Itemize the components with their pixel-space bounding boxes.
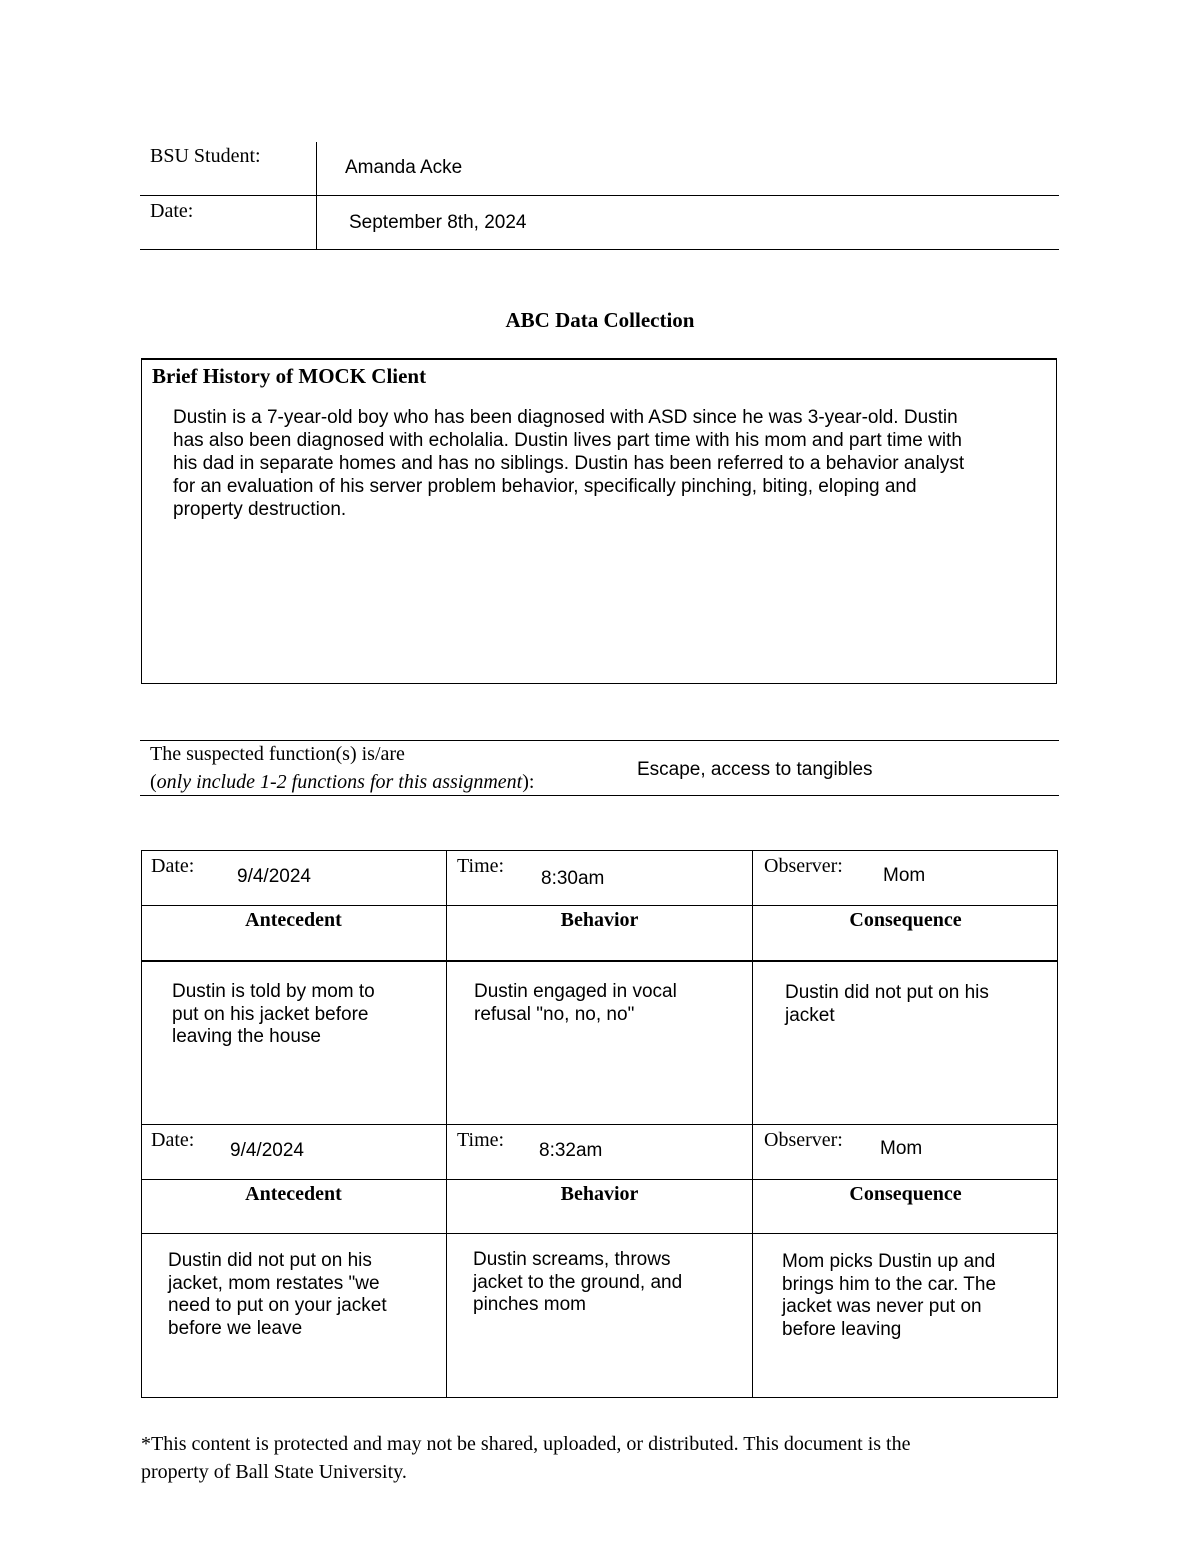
header-bottom-border bbox=[140, 249, 1059, 250]
cell-line: jacket bbox=[785, 1004, 835, 1026]
history-text-field[interactable] bbox=[173, 406, 1043, 521]
col-head-antecedent: Antecedent bbox=[245, 1183, 342, 1205]
cell-line: jacket was never put on bbox=[782, 1296, 982, 1317]
behavior-field[interactable] bbox=[474, 981, 677, 1026]
entry-date-label: Date: bbox=[151, 1129, 195, 1151]
student-name-field[interactable]: Amanda Acke bbox=[345, 157, 463, 178]
page-title: ABC Data Collection bbox=[505, 308, 695, 332]
history-box bbox=[141, 358, 1057, 684]
abc-row-divider bbox=[141, 1179, 1058, 1180]
entry-date-field[interactable]: 9/4/2024 bbox=[230, 1140, 304, 1161]
cell-line: put on his jacket before bbox=[172, 1003, 369, 1025]
function-colon: : bbox=[528, 771, 535, 793]
cell-line: Mom picks Dustin up and bbox=[782, 1251, 996, 1272]
col-head-antecedent: Antecedent bbox=[245, 909, 342, 931]
date-label: Date: bbox=[150, 200, 194, 222]
cell-line: Dustin screams, throws bbox=[473, 1249, 671, 1270]
cell-line: Dustin is told by mom to bbox=[172, 981, 375, 1002]
cell-line: refusal "no, no, no" bbox=[474, 1003, 635, 1025]
cell-line: need to put on your jacket bbox=[168, 1295, 387, 1316]
function-label: The suspected function(s) is/are bbox=[150, 743, 405, 765]
entry-observer-label: Observer: bbox=[764, 1129, 843, 1151]
cell-line: before we leave bbox=[168, 1317, 303, 1339]
col-head-consequence: Consequence bbox=[849, 1183, 962, 1205]
cell-line: Dustin engaged in vocal bbox=[474, 981, 677, 1002]
entry-time-label: Time: bbox=[457, 855, 505, 877]
cell-line: before leaving bbox=[782, 1318, 902, 1340]
cell-line: jacket to the ground, and bbox=[473, 1271, 683, 1293]
function-top-border bbox=[140, 740, 1059, 741]
entry-time-field[interactable]: 8:32am bbox=[539, 1140, 603, 1161]
entry-date-label: Date: bbox=[151, 855, 195, 877]
abc-row-divider bbox=[141, 905, 1058, 906]
entry-time-label: Time: bbox=[457, 1129, 505, 1151]
col-head-behavior: Behavior bbox=[560, 1183, 639, 1205]
footer-line: *This content is protected and may not be shared, uploaded, or distributed. This document is the bbox=[141, 1433, 911, 1455]
cell-line: brings him to the car. The bbox=[782, 1273, 997, 1295]
history-line: property destruction. bbox=[173, 499, 347, 520]
footer-notice bbox=[141, 1430, 910, 1486]
behavior-field[interactable] bbox=[473, 1249, 682, 1317]
date-field[interactable]: September 8th, 2024 bbox=[349, 212, 527, 233]
cell-line: Dustin did not put on his bbox=[168, 1250, 372, 1271]
entry-time-field[interactable]: 8:30am bbox=[541, 868, 605, 889]
entry-observer-field[interactable]: Mom bbox=[883, 865, 926, 886]
header-divider bbox=[316, 142, 317, 250]
cell-line: leaving the house bbox=[172, 1026, 321, 1047]
antecedent-field[interactable] bbox=[168, 1250, 387, 1340]
history-title: Brief History of MOCK Client bbox=[152, 364, 427, 388]
cell-line: jacket, mom restates "we bbox=[168, 1272, 380, 1294]
entry-observer-label: Observer: bbox=[764, 855, 843, 877]
student-label: BSU Student: bbox=[150, 145, 261, 167]
abc-row-divider bbox=[141, 1233, 1058, 1234]
function-note-text: only include 1-2 functions for this assignment bbox=[156, 771, 523, 793]
consequence-field[interactable] bbox=[785, 982, 989, 1027]
header-row-divider bbox=[140, 195, 1059, 196]
history-line: Dustin is a 7-year-old boy who has been diagnosed with ASD since he was 3-year-old. Dustin bbox=[173, 407, 958, 428]
history-line: has also been diagnosed with echolalia. Dustin lives part time with his mom and part time with bbox=[173, 430, 962, 451]
entry-observer-field[interactable]: Mom bbox=[880, 1138, 923, 1159]
function-note: (only include 1-2 functions for this assignment): bbox=[150, 771, 535, 793]
function-field[interactable]: Escape, access to tangibles bbox=[637, 759, 873, 780]
consequence-field[interactable] bbox=[782, 1251, 996, 1341]
footer-line: property of Ball State University. bbox=[141, 1461, 407, 1483]
abc-row-divider bbox=[141, 1124, 1058, 1125]
col-head-behavior: Behavior bbox=[560, 909, 639, 931]
history-line: for an evaluation of his server problem behavior, specifically pinching, biting, eloping and bbox=[173, 476, 917, 497]
function-bottom-border bbox=[140, 795, 1059, 796]
col-head-consequence: Consequence bbox=[849, 909, 962, 931]
antecedent-field[interactable] bbox=[172, 981, 375, 1049]
entry-date-field[interactable]: 9/4/2024 bbox=[237, 866, 311, 887]
cell-line: pinches mom bbox=[473, 1294, 586, 1315]
abc-row-divider-thick bbox=[141, 960, 1058, 962]
history-line: his dad in separate homes and has no siblings. Dustin has been referred to a behavior analyst bbox=[173, 453, 965, 474]
cell-line: Dustin did not put on his bbox=[785, 982, 989, 1003]
